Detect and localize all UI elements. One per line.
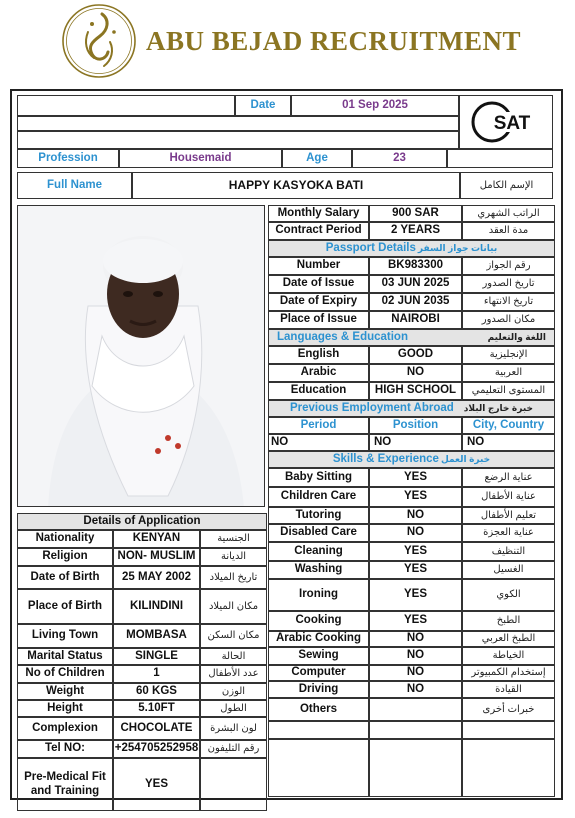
- profession-label: Profession: [17, 149, 119, 168]
- language-row-label: Arabic: [268, 364, 369, 382]
- skill-row-value: [369, 698, 462, 721]
- employment-period-value: NO: [268, 434, 369, 451]
- application-row-label: Place of Birth: [17, 589, 113, 624]
- application-row-value: MOMBASA: [113, 624, 200, 648]
- skill-row-arabic: عناية العجزة: [462, 524, 555, 542]
- language-row-arabic: الإنجليزية: [462, 346, 555, 364]
- application-row-label: Date of Birth: [17, 566, 113, 589]
- application-row-label: Weight: [17, 683, 113, 700]
- skills-section-title: Skills & Experience خبرة العمل: [268, 451, 555, 468]
- application-row-label: Religion: [17, 548, 113, 566]
- language-row-value: NO: [369, 364, 462, 382]
- employment-city-value: NO: [462, 434, 555, 451]
- passport-row-arabic: رقم الجواز: [462, 257, 555, 275]
- passport-row-value: NAIROBI: [369, 311, 462, 329]
- date-value: 01 Sep 2025: [291, 95, 459, 116]
- full-name-arabic: الإسم الكامل: [460, 172, 553, 199]
- skill-row-value: YES: [369, 579, 462, 611]
- application-row-value: 25 MAY 2002: [113, 566, 200, 589]
- blank-cell: [268, 739, 369, 797]
- skill-row-value: YES: [369, 561, 462, 579]
- sat-logo-icon: [470, 100, 542, 144]
- languages-section-title: Languages & Education اللغة والتعليم: [268, 329, 555, 346]
- salary-value: 900 SAR: [369, 205, 462, 222]
- application-row-value: CHOCOLATE: [113, 717, 200, 740]
- skill-row-arabic: تعليم الأطفال: [462, 507, 555, 524]
- language-row-label: Education: [268, 382, 369, 400]
- passport-row-label: Date of Issue: [268, 275, 369, 293]
- skill-row-value: YES: [369, 611, 462, 631]
- application-row-value: NON- MUSLIM: [113, 548, 200, 566]
- skill-row-arabic: القيادة: [462, 681, 555, 698]
- application-row-label: Living Town: [17, 624, 113, 648]
- skill-row-arabic: عناية الرضع: [462, 468, 555, 487]
- application-row-label: Complexion: [17, 717, 113, 740]
- skill-row-label: Disabled Care: [268, 524, 369, 542]
- full-name-value: HAPPY KASYOKA BATI: [132, 172, 460, 199]
- passport-row-arabic: مكان الصدور: [462, 311, 555, 329]
- skill-row-arabic: الطبخ: [462, 611, 555, 631]
- skill-row-value: NO: [369, 681, 462, 698]
- passport-row-label: Place of Issue: [268, 311, 369, 329]
- application-row-arabic: رقم التليفون: [200, 740, 267, 758]
- contract-arabic: مدة العقد: [462, 222, 555, 240]
- skill-row-label: Ironing: [268, 579, 369, 611]
- skill-row-label: Children Care: [268, 487, 369, 507]
- application-row-arabic: الجنسية: [200, 530, 267, 548]
- document-header: [0, 0, 575, 84]
- passport-row-value: 02 JUN 2035: [369, 293, 462, 311]
- application-section-title: Details of Application: [17, 513, 267, 530]
- passport-row-label: Number: [268, 257, 369, 275]
- passport-row-label: Date of Expiry: [268, 293, 369, 311]
- skill-row-arabic: الغسيل: [462, 561, 555, 579]
- skill-row-label: Cooking: [268, 611, 369, 631]
- skill-row-arabic: الخياطة: [462, 647, 555, 665]
- language-row-value: HIGH SCHOOL: [369, 382, 462, 400]
- applicant-photo: [17, 205, 265, 507]
- skill-row-arabic: الكوي: [462, 579, 555, 611]
- blank-cell: [447, 149, 553, 168]
- language-row-value: GOOD: [369, 346, 462, 364]
- application-row-arabic: لون البشرة: [200, 717, 267, 740]
- skill-row-value: NO: [369, 647, 462, 665]
- skill-row-value: NO: [369, 524, 462, 542]
- skill-row-label: Washing: [268, 561, 369, 579]
- skill-row-arabic: خبرات أخرى: [462, 698, 555, 721]
- calligraphy-logo-icon: [58, 2, 140, 80]
- application-row-arabic: الحالة: [200, 648, 267, 665]
- date-label: Date: [235, 95, 291, 116]
- passport-row-arabic: تاريخ الانتهاء: [462, 293, 555, 311]
- application-row-label: Pre-Medical Fit and Training: [17, 758, 113, 811]
- passport-row-arabic: تاريخ الصدور: [462, 275, 555, 293]
- passport-section-title: Passport Details بيانات جواز السفر: [268, 240, 555, 257]
- blank-cell: [369, 721, 462, 739]
- application-row-value: 5.10FT: [113, 700, 200, 717]
- skill-row-arabic: الطبخ العربي: [462, 631, 555, 647]
- application-row-value: +254705252958: [113, 740, 200, 758]
- application-row-label: Nationality: [17, 530, 113, 548]
- svg-text:SAT: SAT: [493, 113, 531, 134]
- profession-value: Housemaid: [119, 149, 282, 168]
- employment-position-value: NO: [369, 434, 462, 451]
- employment-col-position: Position: [369, 417, 462, 434]
- application-row-arabic: مكان الميلاد: [200, 589, 267, 624]
- employment-col-period: Period: [268, 417, 369, 434]
- application-row-label: Tel NO:: [17, 740, 113, 758]
- language-row-arabic: العربية: [462, 364, 555, 382]
- application-row-arabic: الوزن: [200, 683, 267, 700]
- skill-row-value: NO: [369, 665, 462, 681]
- blank-cell: [462, 739, 555, 797]
- skill-row-value: YES: [369, 487, 462, 507]
- skill-row-arabic: إستخدام الكمبيوتر: [462, 665, 555, 681]
- application-row-arabic: تاريخ الميلاد: [200, 566, 267, 589]
- skill-row-arabic: التنظيف: [462, 542, 555, 561]
- passport-row-value: 03 JUN 2025: [369, 275, 462, 293]
- applicant-portrait-image: [18, 206, 265, 507]
- blank-cell: [369, 739, 462, 797]
- skill-row-label: Arabic Cooking: [268, 631, 369, 647]
- contract-value: 2 YEARS: [369, 222, 462, 240]
- application-row-value: SINGLE: [113, 648, 200, 665]
- blank-cell: [17, 95, 235, 116]
- skill-row-value: NO: [369, 631, 462, 647]
- company-title: ABU BEJAD RECRUITMENT: [146, 26, 522, 56]
- age-value: 23: [352, 149, 447, 168]
- application-row-value: 1: [113, 665, 200, 683]
- skill-row-label: Others: [268, 698, 369, 721]
- application-row-value: 60 KGS: [113, 683, 200, 700]
- sat-logo: [459, 95, 553, 149]
- skill-row-label: Computer: [268, 665, 369, 681]
- skill-row-label: Tutoring: [268, 507, 369, 524]
- salary-label: Monthly Salary: [268, 205, 369, 222]
- employment-col-city: City, Country: [462, 417, 555, 434]
- skill-row-label: Sewing: [268, 647, 369, 665]
- passport-row-value: BK983300: [369, 257, 462, 275]
- skill-row-arabic: عناية الأطفال: [462, 487, 555, 507]
- skill-row-label: Driving: [268, 681, 369, 698]
- application-row-label: Marital Status: [17, 648, 113, 665]
- application-row-value: KENYAN: [113, 530, 200, 548]
- skill-row-value: YES: [369, 468, 462, 487]
- application-row-label: No of Children: [17, 665, 113, 683]
- skill-row-value: YES: [369, 542, 462, 561]
- employment-section-title: Previous Employment Abroad خبرة خارج البلاد: [268, 400, 555, 417]
- contract-label: Contract Period: [268, 222, 369, 240]
- blank-cell: [462, 721, 555, 739]
- skill-row-label: Baby Sitting: [268, 468, 369, 487]
- application-row-arabic: مكان السكن: [200, 624, 267, 648]
- application-row-arabic: الديانة: [200, 548, 267, 566]
- age-label: Age: [282, 149, 352, 168]
- blank-cell: [17, 116, 459, 131]
- application-row-value: KILINDINI: [113, 589, 200, 624]
- skill-row-label: Cleaning: [268, 542, 369, 561]
- full-name-label: Full Name: [17, 172, 132, 199]
- blank-cell: [17, 131, 459, 149]
- application-row-arabic: [200, 758, 267, 811]
- skill-row-value: NO: [369, 507, 462, 524]
- blank-cell: [268, 721, 369, 739]
- application-row-arabic: عدد الأطفال: [200, 665, 267, 683]
- application-row-value: YES: [113, 758, 200, 811]
- salary-arabic: الراتب الشهري: [462, 205, 555, 222]
- language-row-arabic: المستوى التعليمي: [462, 382, 555, 400]
- application-row-label: Height: [17, 700, 113, 717]
- language-row-label: English: [268, 346, 369, 364]
- application-row-arabic: الطول: [200, 700, 267, 717]
